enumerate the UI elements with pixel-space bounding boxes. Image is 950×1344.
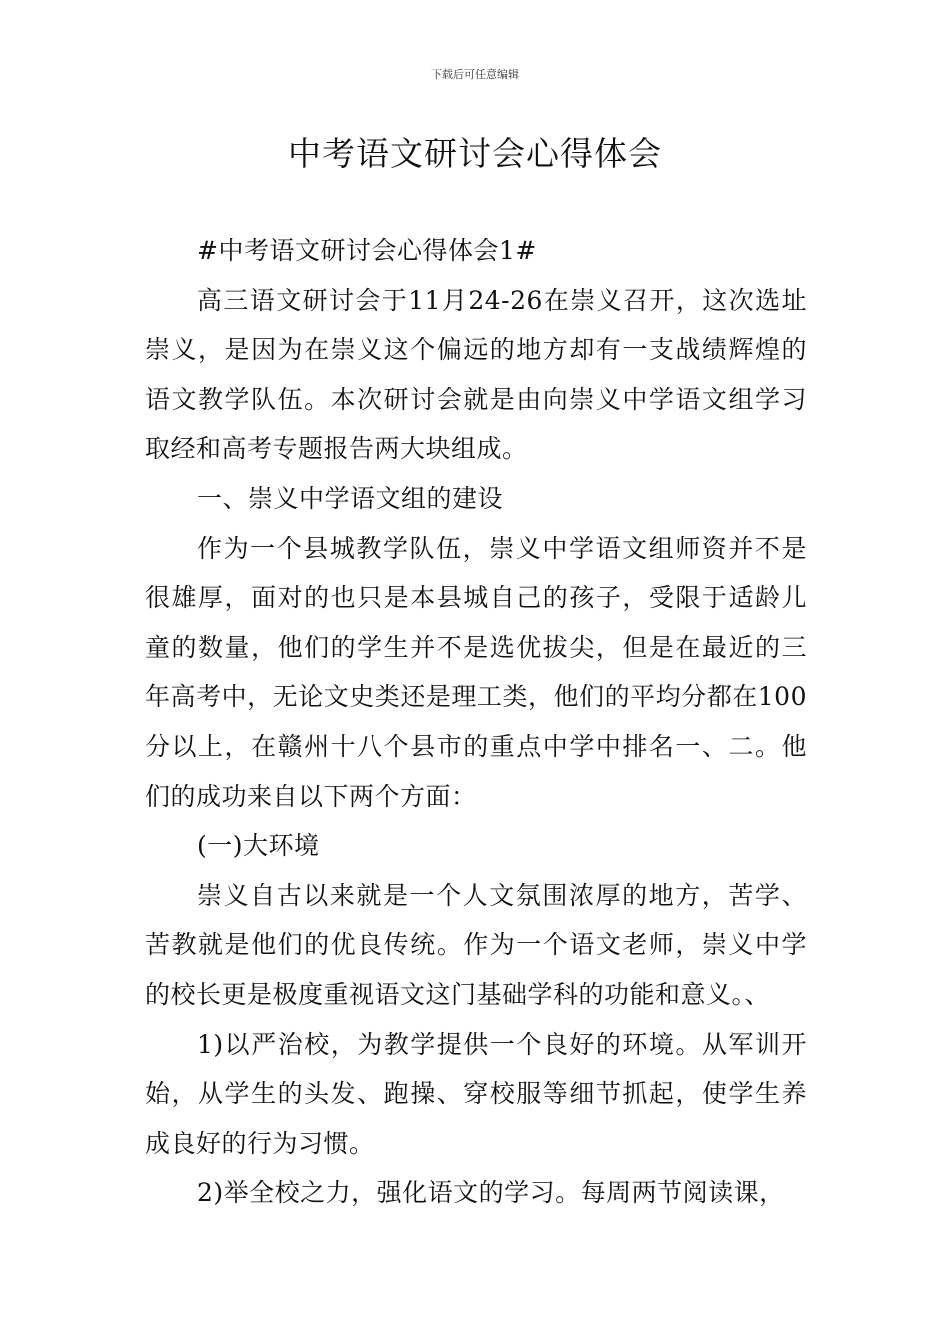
paragraph-section-heading: 一、崇义中学语文组的建设 (197, 483, 504, 513)
header-note: 下载后可任意编辑 (431, 68, 519, 81)
document-body (145, 226, 807, 1218)
paragraph-subsection-heading: (一)大环境 (197, 831, 320, 861)
paragraph: 崇义自古以来就是一个人文氛围浓厚的地方，苦学、苦教就是他们的优良传统。作为一个语文老师，崇义中学的校长更是极度重视语文这门基础学科的功能和意义。、 (145, 880, 807, 1009)
document-title: 中考语文研讨会心得体会 (288, 134, 662, 173)
paragraph: 1)以严治校，为教学提供一个良好的环境。从军训开始，从学生的头发、跑操、穿校服等细节抓起，使学生养成良好的行为习惯。 (145, 1029, 807, 1158)
paragraph-subheading: #中考语文研讨会心得体会1# (197, 236, 537, 265)
paragraph: 作为一个县城教学队伍，崇义中学语文组师资并不是很雄厚，面对的也只是本县城自己的孩子，受限于适龄儿童的数量，他们的学生并不是选优拔尖，但是在最近的三年高考中，无论文史类还是理工类，他们的平均分都在100分以上，在赣州十八个县市的重点中学中排名一、二。他们的成功来自以下两个方面： (145, 533, 807, 811)
paragraph: 2)举全校之力，强化语文的学习。每周两节阅读课， (197, 1178, 785, 1208)
paragraph: 高三语文研讨会于11月24-26在崇义召开，这次选址崇义，是因为在崇义这个偏远的地方却有一支战绩辉煌的语文教学队伍。本次研讨会就是由向崇义中学语文组学习取经和高考专题报告两大块组成。 (145, 285, 807, 464)
